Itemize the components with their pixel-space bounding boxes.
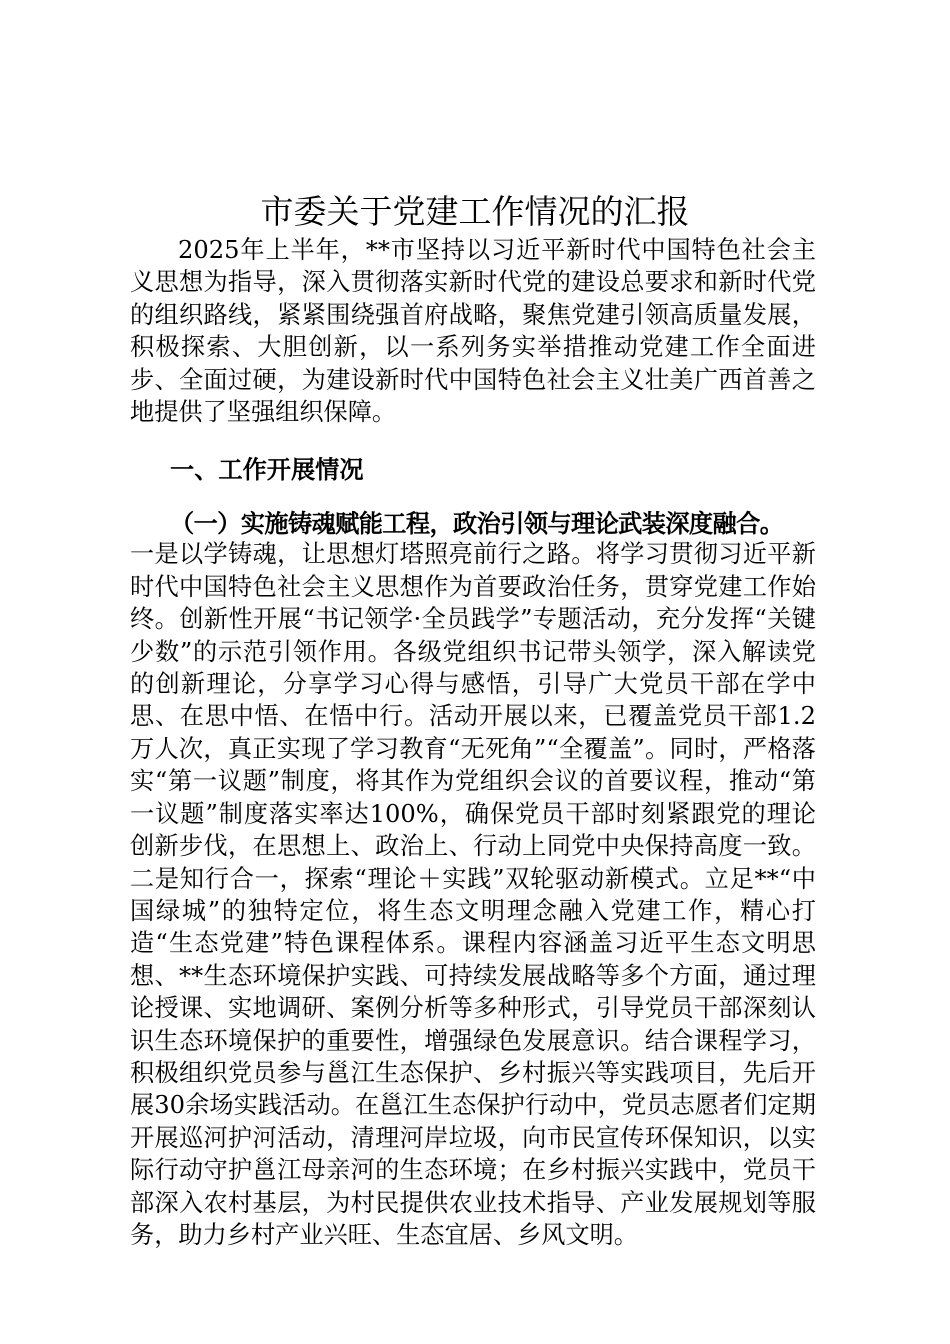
subsection-heading-soul-casting: （一）实施铸魂赋能工程，政治引领与理论武装深度融合。	[170, 509, 784, 539]
section-heading-work-progress: 一、工作开展情况	[170, 455, 364, 485]
subsection-body-paragraph: 一是以学铸魂，让思想灯塔照亮前行之路。将学习贯彻习近平新时代中国特色社会主义思想作为首要政治任务，贯穿党建工作始终。创新性开展“书记领学·全员践学”专题活动，充分发挥“关键少数”的示范引领作用。各级党组织书记带头领学，深入解读党的创新理论，分享学习心得与感悟，引导广大党员干部在学中思、在思中悟、在悟中行。活动开展以来，已覆盖党员干部1.2万人次，真正实现了学习教育“无死角”“全覆盖”。同时，严格落实“第一议题”制度，将其作为党组织会议的首要议程，推动“第一议题”制度落实率达100%，确保党员干部时刻紧跟党的理论创新步伐，在思想上、政治上、行动上同党中央保持高度一致。二是知行合一，探索“理论＋实践”双轮驱动新模式。立足**“中国绿城”的独特定位，将生态文明理念融入党建工作，精心打造“生态党建”特色课程体系。课程内容涵盖习近平生态文明思想、**生态环境保护实践、可持续发展战略等多个方面，通过理论授课、实地调研、案例分析等多种形式，引导党员干部深刻认识生态环境保护的重要性，增强绿色发展意识。结合课程学习，积极组织党员参与邕江生态保护、乡村振兴等实践项目，先后开展30余场实践活动。在邕江生态保护行动中，党员志愿者们定期开展巡河护河活动，清理河岸垃圾，向市民宣传环保知识，以实际行动守护邕江母亲河的生态环境；在乡村振兴实践中，党员干部深入农村基层，为村民提供农业技术指导、产业发展规划等服务，助力乡村产业兴旺、生态宜居、乡风文明。	[130, 540, 816, 1249]
document-body	[130, 234, 816, 1251]
document-title: 市委关于党建工作情况的汇报	[260, 192, 690, 232]
intro-paragraph: 2025年上半年，**市坚持以习近平新时代中国特色社会主义思想为指导，深入贯彻落实新时代党的建设总要求和新时代党的组织路线，紧紧围绕强首府战略，聚焦党建引领高质量发展，积极探索、大胆创新，以一系列务实举措推动党建工作全面进步、全面过硬，为建设新时代中国特色社会主义壮美广西首善之地提供了坚强组织保障。	[130, 236, 816, 427]
